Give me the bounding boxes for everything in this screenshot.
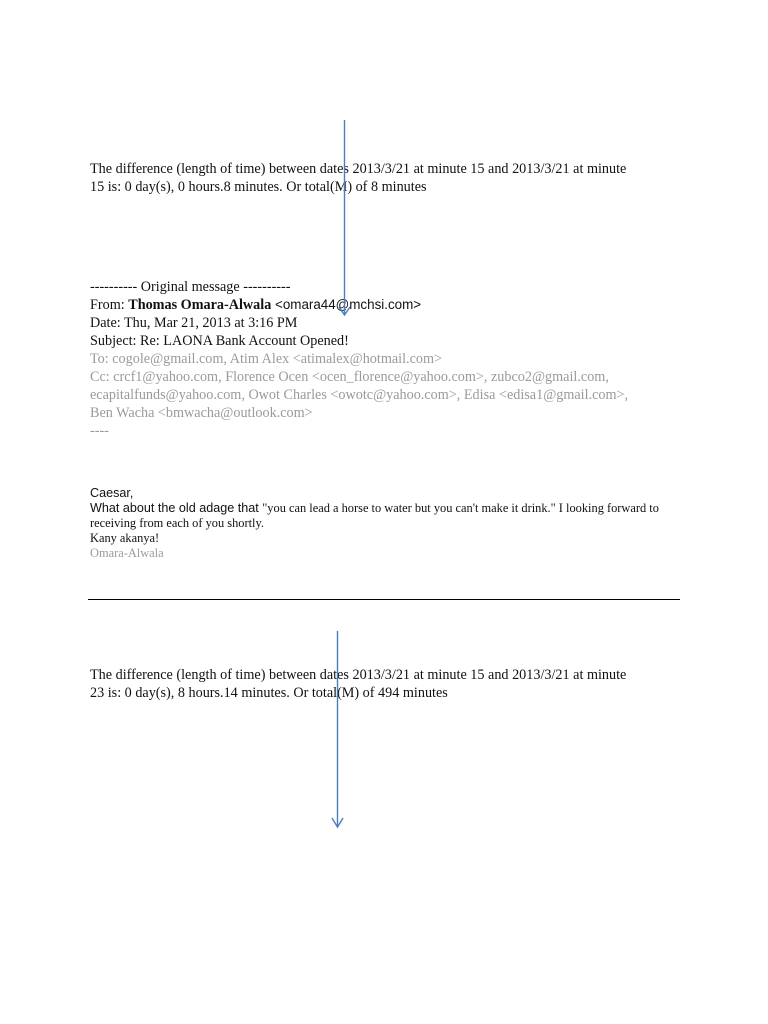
to-line: To: cogole@gmail.com, Atim Alex <atimalex@hotmail.com>: [90, 351, 443, 367]
body-line-2: receiving from each of you shortly.: [90, 516, 264, 530]
cc-line: Ben Wacha <bmwacha@outlook.com>: [90, 405, 313, 421]
date-line: Date: Thu, Mar 21, 2013 at 3:16 PM: [90, 315, 298, 331]
down-arrow-icon: [339, 120, 350, 315]
cc-line: Cc: crcf1@yahoo.com, Florence Ocen <ocen_florence@yahoo.com>, zubco2@gmail.com,: [90, 369, 609, 385]
down-arrow-icon: [332, 631, 343, 827]
sender-name: Thomas Omara-Alwala: [128, 297, 272, 313]
time-difference-line: The difference (length of time) between dates 2013/3/21 at minute 15 and 2013/3/21 at minute: [90, 667, 627, 683]
sender-email: <omara44@mchsi.com>: [271, 297, 422, 312]
greeting: Caesar,: [90, 486, 134, 500]
time-difference-line: 15 is: 0 day(s), 0 hours.8 minutes. Or total(M) of 8 minutes: [90, 179, 427, 195]
original-message-divider: ---------- Original message ----------: [90, 279, 291, 295]
separator-line: ----: [90, 423, 109, 439]
time-difference-line: 23 is: 0 day(s), 8 hours.14 minutes. Or total(M) of 494 minutes: [90, 685, 448, 701]
body-prefix: What about the old adage that: [90, 501, 263, 515]
time-difference-line: The difference (length of time) between dates 2013/3/21 at minute 15 and 2013/3/21 at minute: [90, 161, 627, 177]
signature: Omara-Alwala: [90, 546, 164, 560]
closing: Kany akanya!: [90, 531, 160, 545]
body-quote: "you can lead a horse to water but you can't make it drink." I looking forward to: [262, 501, 659, 515]
subject-line: Subject: Re: LAONA Bank Account Opened!: [90, 333, 349, 349]
cc-line: ecapitalfunds@yahoo.com, Owot Charles <owotc@yahoo.com>, Edisa <edisa1@gmail.com>,: [90, 387, 629, 403]
from-label: From:: [90, 297, 129, 313]
